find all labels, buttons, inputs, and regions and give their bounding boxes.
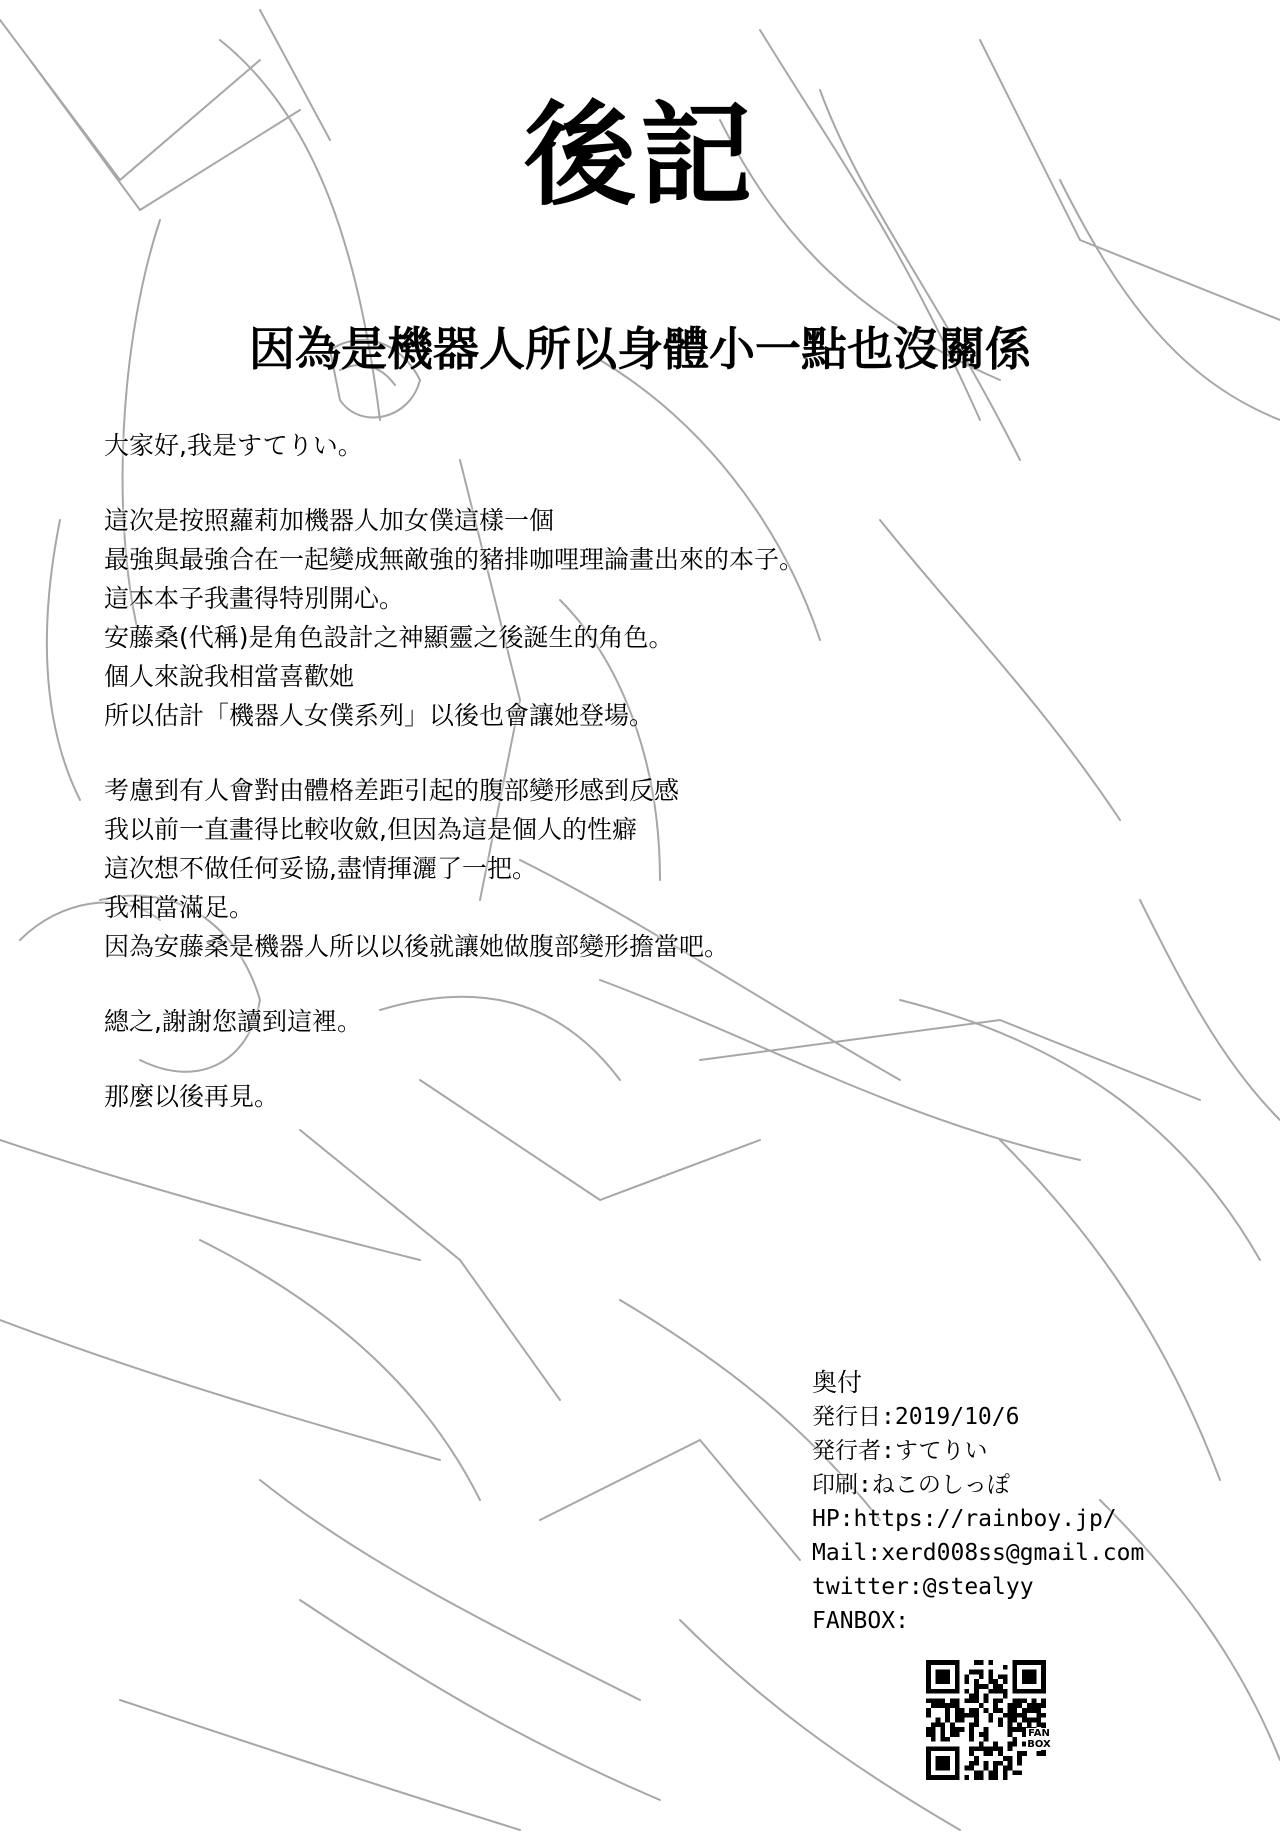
colophon-homepage: HP:https://rainboy.jp/	[812, 1506, 1117, 1532]
colophon-mail: Mail:xerd008ss@gmail.com	[812, 1540, 1145, 1566]
text-line: 這次是按照蘿莉加機器人加女僕這樣一個	[104, 506, 555, 535]
colophon-twitter: twitter:@stealyy	[812, 1574, 1034, 1600]
text-line: 安藤桑(代稱)是角色設計之神顯靈之後誕生的角色。	[104, 623, 674, 652]
text-line: 總之,謝謝您讀到這裡。	[104, 1007, 362, 1036]
text-line: 所以估計「機器人女僕系列」以後也會讓她登場。	[104, 701, 655, 730]
text-line: 我相當滿足。	[104, 893, 255, 922]
text-line: 個人來說我相當喜歡她	[104, 662, 355, 691]
colophon-release-date: 発行日:2019/10/6	[812, 1404, 1020, 1430]
paragraph	[104, 426, 864, 465]
colophon-printer: 印刷:ねこのしっぽ	[812, 1472, 1010, 1498]
afterword-body	[104, 426, 864, 1152]
page-subtitle: 因為是機器人所以身體小一點也沒關係	[249, 322, 1031, 376]
colophon	[812, 1366, 1232, 1638]
qr-code-icon[interactable]	[926, 1660, 1046, 1780]
text-line: 因為安藤桑是機器人所以以後就讓她做腹部變形擔當吧。	[104, 932, 730, 961]
text-line: 這次想不做任何妥協,盡情揮灑了一把。	[104, 854, 537, 883]
paragraph	[104, 1077, 864, 1116]
text-line: 最強與最強合在一起變成無敵強的豬排咖哩理論畫出來的本子。	[104, 545, 805, 574]
page-title: 後記	[524, 91, 756, 221]
fanbox-caption: FAN BOX	[1027, 1728, 1051, 1750]
text-line: 大家好,我是すてりい。	[104, 431, 363, 460]
paragraph	[104, 771, 864, 966]
paragraph	[104, 501, 864, 735]
colophon-fanbox: FANBOX:	[812, 1608, 909, 1634]
colophon-publisher: 発行者:すてりい	[812, 1438, 988, 1464]
text-line: 我以前一直畫得比較收斂,但因為這是個人的性癖	[104, 815, 637, 844]
paragraph	[104, 1002, 864, 1041]
text-line: 那麼以後再見。	[104, 1082, 280, 1111]
colophon-heading: 奥付	[812, 1368, 863, 1397]
text-line: 考慮到有人會對由體格差距引起的腹部變形感到反感	[104, 776, 680, 805]
text-line: 這本本子我畫得特別開心。	[104, 584, 405, 613]
